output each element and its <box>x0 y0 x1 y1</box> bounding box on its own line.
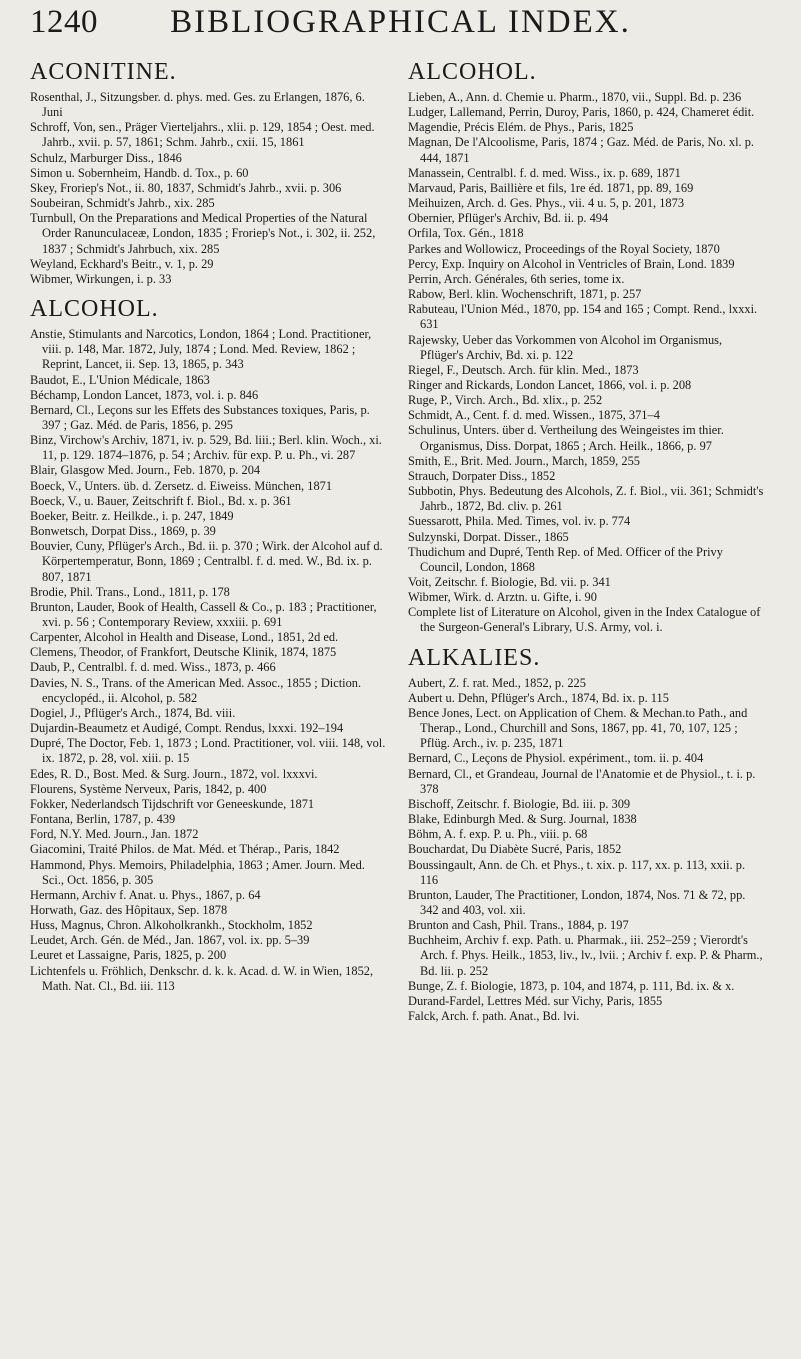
entry-list <box>30 327 388 994</box>
bibliography-entry: Marvaud, Paris, Baillière et fils, 1re éd. 1871, pp. 89, 169 <box>408 180 694 195</box>
bibliography-entry: Fontana, Berlin, 1787, p. 439 <box>30 812 176 827</box>
entry-list <box>30 90 388 287</box>
bibliography-entry: Complete list of Literature on Alcohol, given in the Index Catalogue of the Surgeon-General's Library, U.S. Army, vol. i. <box>408 605 761 635</box>
bibliography-entry: Parkes and Wollowicz, Proceedings of the Royal Society, 1870 <box>408 241 720 256</box>
bibliography-entry: Rabuteau, l'Union Méd., 1870, pp. 154 and 165 ; Compt. Rend., lxxxi. 631 <box>408 302 758 332</box>
bibliography-entry: Bernard, Cl., Leçons sur les Effets des Substances toxiques, Paris, p. 397 ; Gaz. Méd. de Paris, 1856, p. 295 <box>30 402 370 432</box>
section-heading-alkalies: ALKALIES. <box>408 644 541 671</box>
bibliography-entry: Brunton, Lauder, The Practitioner, London, 1874, Nos. 71 & 72, pp. 342 and 403, vol. xii. <box>408 887 746 917</box>
bibliography-entry: Clemens, Theodor, of Frankfort, Deutsche Klinik, 1874, 1875 <box>30 645 337 660</box>
bibliography-entry: Thudichum and Dupré, Tenth Rep. of Med. Officer of the Privy Council, London, 1868 <box>408 544 723 574</box>
bibliography-entry: Smith, E., Brit. Med. Journ., March, 1859, 255 <box>408 453 640 468</box>
bibliography-entry: Aubert u. Dehn, Pflüger's Arch., 1874, Bd. ix. p. 115 <box>408 690 669 705</box>
bibliography-entry: Skey, Froriep's Not., ii. 80, 1837, Schmidt's Jahrb., xvii. p. 306 <box>30 180 342 195</box>
bibliography-entry: Rabow, Berl. klin. Wochenschrift, 1871, p. 257 <box>408 287 642 302</box>
bibliography-entry: Falck, Arch. f. path. Anat., Bd. lvi. <box>408 1009 580 1024</box>
bibliography-entry: Böhm, A. f. exp. P. u. Ph., viii. p. 68 <box>408 827 588 842</box>
bibliography-entry: Rajewsky, Ueber das Vorkommen von Alcohol im Organismus, Pflüger's Archiv, Bd. xi. p. 122 <box>408 332 723 362</box>
bibliography-entry: Lieben, A., Ann. d. Chemie u. Pharm., 1870, vii., Suppl. Bd. p. 236 <box>408 90 742 104</box>
bibliography-entry: Bouchardat, Du Diabète Sucré, Paris, 1852 <box>408 842 622 857</box>
bibliography-entry: Bonwetsch, Dorpat Diss., 1869, p. 39 <box>30 524 216 539</box>
bibliography-entry: Schmidt, A., Cent. f. d. med. Wissen., 1875, 371–4 <box>408 408 660 423</box>
bibliography-entry: Strauch, Dorpater Diss., 1852 <box>408 468 556 483</box>
bibliography-entry: Riegel, F., Deutsch. Arch. für klin. Med., 1873 <box>408 362 639 377</box>
bibliography-entry: Rosenthal, J., Sitzungsber. d. phys. med. Ges. zu Erlangen, 1876, 6. Juni <box>30 90 365 120</box>
bibliography-entry: Dupré, The Doctor, Feb. 1, 1873 ; Lond. Practitioner, vol. viii. 148, vol. ix. 1872, p. 28, vol. xiii. p. 15 <box>30 736 386 766</box>
bibliography-entry: Leuret et Lassaigne, Paris, 1825, p. 200 <box>30 948 227 963</box>
bibliography-entry: Perrin, Arch. Générales, 6th series, tome ix. <box>408 271 625 286</box>
bibliography-entry: Anstie, Stimulants and Narcotics, London, 1864 ; Lond. Practitioner, viii. p. 148, Mar. 1872, July, 1874 ; Lond. Med. Review, 1862 ; Reprint, Lancet, ii. Sep. 13, 1865, p. 343 <box>30 327 372 372</box>
bibliography-entry: Suessarott, Phila. Med. Times, vol. iv. p. 774 <box>408 514 631 529</box>
page-header <box>30 4 771 50</box>
bibliography-entry: Obernier, Pflüger's Archiv, Bd. ii. p. 494 <box>408 211 609 226</box>
bibliography-entry: Bischoff, Zeitschr. f. Biologie, Bd. iii. p. 309 <box>408 796 631 811</box>
section-heading-aconitine: ACONITINE. <box>30 59 177 85</box>
bibliography-entry: Leudet, Arch. Gén. de Méd., Jan. 1867, vol. ix. pp. 5–39 <box>30 933 310 948</box>
bibliography-entry: Magnan, De l'Alcoolisme, Paris, 1874 ; Gaz. Méd. de Paris, No. xl. p. 444, 1871 <box>408 135 755 165</box>
bibliography-entry: Flourens, Système Nerveux, Paris, 1842, p. 400 <box>30 781 267 796</box>
bibliography-entry: Manassein, Centralbl. f. d. med. Wiss., ix. p. 689, 1871 <box>408 165 681 180</box>
bibliography-entry: Schulinus, Unters. über d. Vertheilung des Weingeistes im thier. Organismus, Diss. Dorpat, 1865 ; Arch. Heilk., 1866, p. 97 <box>408 423 724 453</box>
bibliography-entry: Aubert, Z. f. rat. Med., 1852, p. 225 <box>408 675 586 690</box>
bibliography-entry: Simon u. Sobernheim, Handb. d. Tox., p. 60 <box>30 165 249 180</box>
bibliography-entry: Schroff, Von, sen., Präger Vierteljahrs., xlii. p. 129, 1854 ; Oest. med. Jahrb., xvii. p. 57, 1861; Schm. Jahrb., cxii. 15, 1861 <box>30 120 375 150</box>
bibliography-entry: Durand-Fardel, Lettres Méd. sur Vichy, Paris, 1855 <box>408 993 663 1008</box>
bibliography-entry: Schulz, Marburger Diss., 1846 <box>30 150 182 165</box>
bibliography-entry: Wibmer, Wirk. d. Arztn. u. Gifte, i. 90 <box>408 590 597 605</box>
right-column <box>408 58 766 1032</box>
bibliography-entry: Giacomini, Traité Philos. de Mat. Méd. et Thérap., Paris, 1842 <box>30 842 340 857</box>
bibliography-entry: Dujardin-Beaumetz et Audigé, Compt. Rendus, lxxxi. 192–194 <box>30 721 344 736</box>
bibliography-entry: Bunge, Z. f. Biologie, 1873, p. 104, and 1874, p. 111, Bd. ix. & x. <box>408 978 735 993</box>
bibliography-entry: Brodie, Phil. Trans., Lond., 1811, p. 178 <box>30 584 230 599</box>
bibliography-entry: Bence Jones, Lect. on Application of Chem. & Mechan.to Path., and Therap., Lond., Churchill and Sons, 1867, pp. 41, 70, 107, 125 ; Pflüg. Arch., iv. p. 235, 1871 <box>408 705 748 751</box>
bibliography-entry: Ford, N.Y. Med. Journ., Jan. 1872 <box>30 827 199 842</box>
bibliography-entry: Soubeiran, Schmidt's Jahrb., xix. 285 <box>30 196 215 211</box>
bibliography-entry: Blair, Glasgow Med. Journ., Feb. 1870, p. 204 <box>30 463 261 478</box>
bibliography-entry: Brunton, Lauder, Book of Health, Cassell & Co., p. 183 ; Practitioner, xvi. p. 56 ; Contemporary Review, xxxiii. p. 691 <box>30 599 377 629</box>
left-column <box>30 58 388 1002</box>
bibliography-entry: Buchheim, Archiv f. exp. Path. u. Pharmak., iii. 252–259 ; Vierordt's Arch. f. Phys. Heilk., 1853, liv., lv., lvii. ; Archiv f. exp. P. & Pharm., Bd. lii. p. 252 <box>408 933 763 978</box>
bibliography-entry: Subbotin, Phys. Bedeutung des Alcohols, Z. f. Biol., vii. 361; Schmidt's Jahrb., 1872, Bd. cliv. p. 261 <box>408 484 764 514</box>
bibliography-entry: Wibmer, Wirkungen, i. p. 33 <box>30 271 172 286</box>
section-heading-alcohol: ALCOHOL. <box>408 59 537 85</box>
bibliography-entry: Binz, Virchow's Archiv, 1871, iv. p. 529, Bd. liii.; Berl. klin. Woch., xi. 11, p. 129. 1874–1876, p. 54 ; Archiv. für exp. P. u. Ph., vi. 287 <box>30 433 382 463</box>
bibliography-entry: Fokker, Nederlandsch Tijdschrift vor Geneeskunde, 1871 <box>30 796 315 811</box>
bibliography-entry: Boussingault, Ann. de Ch. et Phys., t. xix. p. 117, xx. p. 113, xxii. p. 116 <box>408 857 746 887</box>
section-heading-alcohol: ALCOHOL. <box>30 296 159 323</box>
bibliography-entry: Bernard, Cl., et Grandeau, Journal de l'Anatomie et de Physiol., t. i. p. 378 <box>408 766 756 796</box>
bibliography-entry: Bouvier, Cuny, Pflüger's Arch., Bd. ii. p. 370 ; Wirk. der Alcohol auf d. Körpertemperatur, Bonn, 1869 ; Centralbl. f. d. med. W., Bd. ix. p. 807, 1871 <box>30 539 383 584</box>
bibliography-entry: Bernard, C., Leçons de Physiol. expériment., tom. ii. p. 404 <box>408 751 704 766</box>
running-title: BIBLIOGRAPHICAL INDEX. <box>170 4 631 40</box>
bibliography-entry: Ringer and Rickards, London Lancet, 1866, vol. i. p. 208 <box>408 377 692 392</box>
bibliography-entry: Magendie, Précis Elém. de Phys., Paris, 1825 <box>408 120 634 135</box>
entry-list <box>408 676 766 1025</box>
bibliography-entry: Hermann, Archiv f. Anat. u. Phys., 1867, p. 64 <box>30 887 261 902</box>
bibliography-entry: Brunton and Cash, Phil. Trans., 1884, p. 197 <box>408 918 629 933</box>
bibliography-entry: Hammond, Phys. Memoirs, Philadelphia, 1863 ; Amer. Journ. Med. Sci., Oct. 1856, p. 305 <box>30 857 365 887</box>
bibliography-entry: Horwath, Gaz. des Hôpitaux, Sep. 1878 <box>30 902 228 917</box>
bibliography-entry: Huss, Magnus, Chron. Alkoholkrankh., Stockholm, 1852 <box>30 918 313 933</box>
bibliography-entry: Ludger, Lallemand, Perrin, Duroy, Paris, 1860, p. 424, Chameret édit. <box>408 105 755 120</box>
bibliography-entry: Béchamp, London Lancet, 1873, vol. i. p. 846 <box>30 387 259 402</box>
bibliography-entry: Weyland, Eckhard's Beitr., v. 1, p. 29 <box>30 256 214 271</box>
bibliography-entry: Daub, P., Centralbl. f. d. med. Wiss., 1873, p. 466 <box>30 660 276 675</box>
bibliography-entry: Sulzynski, Dorpat. Disser., 1865 <box>408 529 569 544</box>
bibliography-entry: Baudot, E., L'Union Médicale, 1863 <box>30 372 210 387</box>
bibliography-entry: Davies, N. S., Trans. of the American Med. Assoc., 1855 ; Diction. encyclopéd., ii. Alcohol, p. 582 <box>30 675 362 705</box>
bibliography-entry: Boeker, Beitr. z. Heilkde., i. p. 247, 1849 <box>30 508 234 523</box>
bibliography-entry: Lichtenfels u. Fröhlich, Denkschr. d. k. k. Acad. d. W. in Wien, 1852, Math. Nat. Cl., Bd. iii. 113 <box>30 963 374 993</box>
bibliography-entry: Percy, Exp. Inquiry on Alcohol in Ventricles of Brain, Lond. 1839 <box>408 256 735 271</box>
bibliography-entry: Blake, Edinburgh Med. & Surg. Journal, 1838 <box>408 812 637 827</box>
bibliography-entry: Edes, R. D., Bost. Med. & Surg. Journ., 1872, vol. lxxxvi. <box>30 766 318 781</box>
bibliography-entry: Dogiel, J., Pflüger's Arch., 1874, Bd. viii. <box>30 705 236 720</box>
bibliography-entry: Ruge, P., Virch. Arch., Bd. xlix., p. 252 <box>408 393 603 408</box>
bibliography-entry: Orfila, Tox. Gén., 1818 <box>408 226 524 241</box>
bibliography-entry: Carpenter, Alcohol in Health and Disease, Lond., 1851, 2d ed. <box>30 630 339 645</box>
bibliography-entry: Voit, Zeitschr. f. Biologie, Bd. vii. p. 341 <box>408 575 611 589</box>
bibliography-entry: Boeck, V., Unters. üb. d. Zersetz. d. Eiweiss. München, 1871 <box>30 478 333 493</box>
bibliography-entry: Meihuizen, Arch. d. Ges. Phys., vii. 4 u. 5, p. 201, 1873 <box>408 196 685 211</box>
bibliography-entry: Turnbull, On the Preparations and Medical Properties of the Natural Order Ranunculaceæ, London, 1835 ; Froriep's Not., i. 302, ii. 252, 1837 ; Schmidt's Jahrbuch, xix. 285 <box>30 211 376 256</box>
page-number: 1240 <box>30 4 98 40</box>
entry-list <box>408 90 766 636</box>
bibliography-entry: Boeck, V., u. Bauer, Zeitschrift f. Biol., Bd. x. p. 361 <box>30 493 292 508</box>
